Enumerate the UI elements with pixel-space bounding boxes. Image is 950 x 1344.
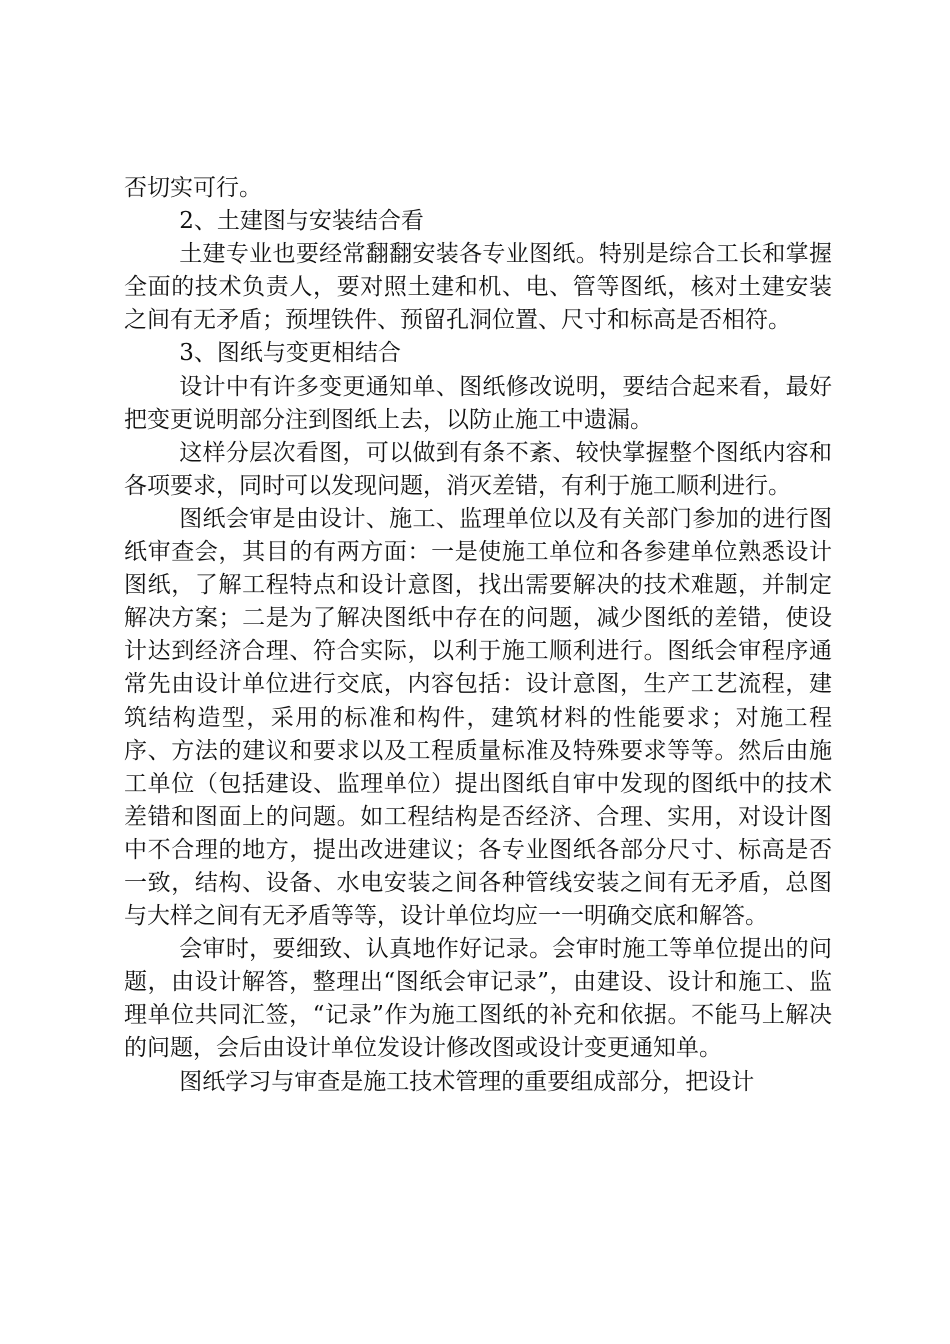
section-heading-2: 2、土建图与安装结合看 <box>179 208 424 235</box>
paragraph: 设计中有许多变更通知单、图纸修改说明，要结合起来看，最好把变更说明部分注到图纸上去，以防止施工中遗漏。 <box>124 373 832 433</box>
section-heading-3: 3、图纸与变更相结合 <box>179 340 401 367</box>
paragraph: 这样分层次看图，可以做到有条不紊、较快掌握整个图纸内容和各项要求，同时可以发现问题，消灭差错，有利于施工顺利进行。 <box>124 439 832 499</box>
paragraph: 会审时，要细致、认真地作好记录。会审时施工等单位提出的问题，由设计解答，整理出“图纸会审记录”，由建设、设计和施工、监理单位共同汇签，“记录”作为施工图纸的补充和依据。不能马上解决的问题，会后由设计单位发设计修改图或设计变更通知单。 <box>124 936 832 1062</box>
paragraph-last: 图纸学习与审查是施工技术管理的重要组成部分，把设计 <box>179 1068 755 1095</box>
document-body <box>124 172 832 1099</box>
paragraph: 土建专业也要经常翻翻安装各专业图纸。特别是综合工长和掌握全面的技术负责人，要对照土建和机、电、管等图纸，核对土建安装之间有无矛盾；预埋铁件、预留孔洞位置、尺寸和标高是否相符。 <box>124 241 832 334</box>
paragraph-continuation: 否切实可行。 <box>124 175 262 201</box>
paragraph: 图纸会审是由设计、施工、监理单位以及有关部门参加的进行图纸审查会，其目的有两方面：一是使施工单位和各参建单位熟悉设计图纸，了解工程特点和设计意图，找出需要解决的技术难题，并制定解决方案；二是为了解决图纸中存在的问题，减少图纸的差错，使设计达到经济合理、符合实际，以利于施工顺利进行。图纸会审程序通常先由设计单位进行交底，内容包括：设计意图，生产工艺流程，建筑结构造型，采用的标准和构件，建筑材料的性能要求；对施工程序、方法的建议和要求以及工程质量标准及特殊要求等等。然后由施工单位（包括建设、监理单位）提出图纸自审中发现的图纸中的技术差错和图面上的问题。如工程结构是否经济、合理、实用，对设计图中不合理的地方，提出改进建议；各专业图纸各部分尺寸、标高是否一致，结构、设备、水电安装之间各种管线安装之间有无矛盾，总图与大样之间有无矛盾等等，设计单位均应一一明确交底和解答。 <box>124 505 832 930</box>
